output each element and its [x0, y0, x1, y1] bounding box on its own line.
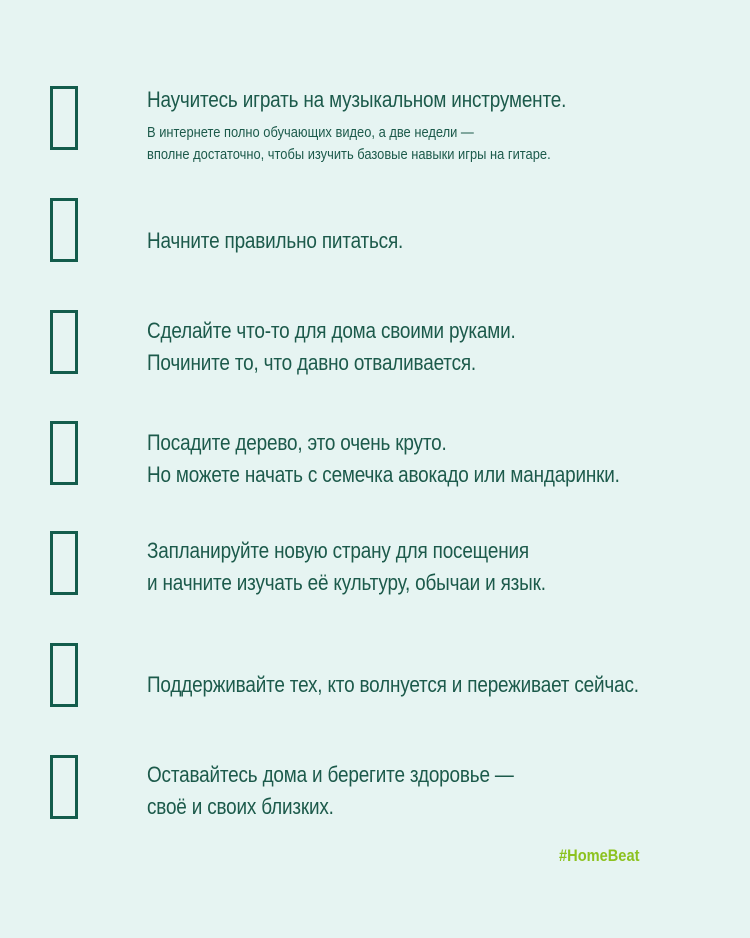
item-title: Запланируйте новую страну для посещения	[147, 538, 529, 563]
item-title: Сделайте что-то для дома своими руками.	[147, 318, 516, 343]
item-text	[147, 759, 737, 823]
item-text	[147, 315, 737, 379]
hashtag: #HomeBeat	[559, 846, 640, 865]
item-text	[147, 84, 737, 166]
item-text	[147, 535, 737, 599]
item-title: Оставайтесь дома и берегите здоровье —	[147, 762, 514, 787]
checkbox[interactable]	[50, 531, 78, 595]
item-title-line2: Почините то, что давно отваливается.	[147, 350, 477, 375]
item-description-line: вполне достаточно, чтобы изучить базовые навыки игры на гитаре.	[147, 146, 551, 163]
item-text	[147, 225, 737, 257]
item-text	[147, 669, 737, 701]
item-title-line2: своё и своих близких.	[147, 794, 334, 819]
checkbox[interactable]	[50, 755, 78, 819]
item-title-line2: и начните изучать её культуру, обычаи и язык.	[147, 570, 546, 595]
item-text	[147, 427, 737, 491]
item-title-line2: Но можете начать с семечка авокадо или мандаринки.	[147, 462, 620, 487]
item-title: Научитесь играть на музыкальном инструменте.	[147, 87, 567, 112]
item-title: Посадите дерево, это очень круто.	[147, 430, 447, 455]
item-title: Начните правильно питаться.	[147, 228, 404, 253]
item-title: Поддерживайте тех, кто волнуется и переживает сейчас.	[147, 672, 639, 697]
checkbox[interactable]	[50, 310, 78, 374]
checkbox[interactable]	[50, 421, 78, 485]
checkbox[interactable]	[50, 198, 78, 262]
checkbox[interactable]	[50, 86, 78, 150]
checkbox[interactable]	[50, 643, 78, 707]
item-description-line: В интернете полно обучающих видео, а две недели —	[147, 124, 474, 141]
